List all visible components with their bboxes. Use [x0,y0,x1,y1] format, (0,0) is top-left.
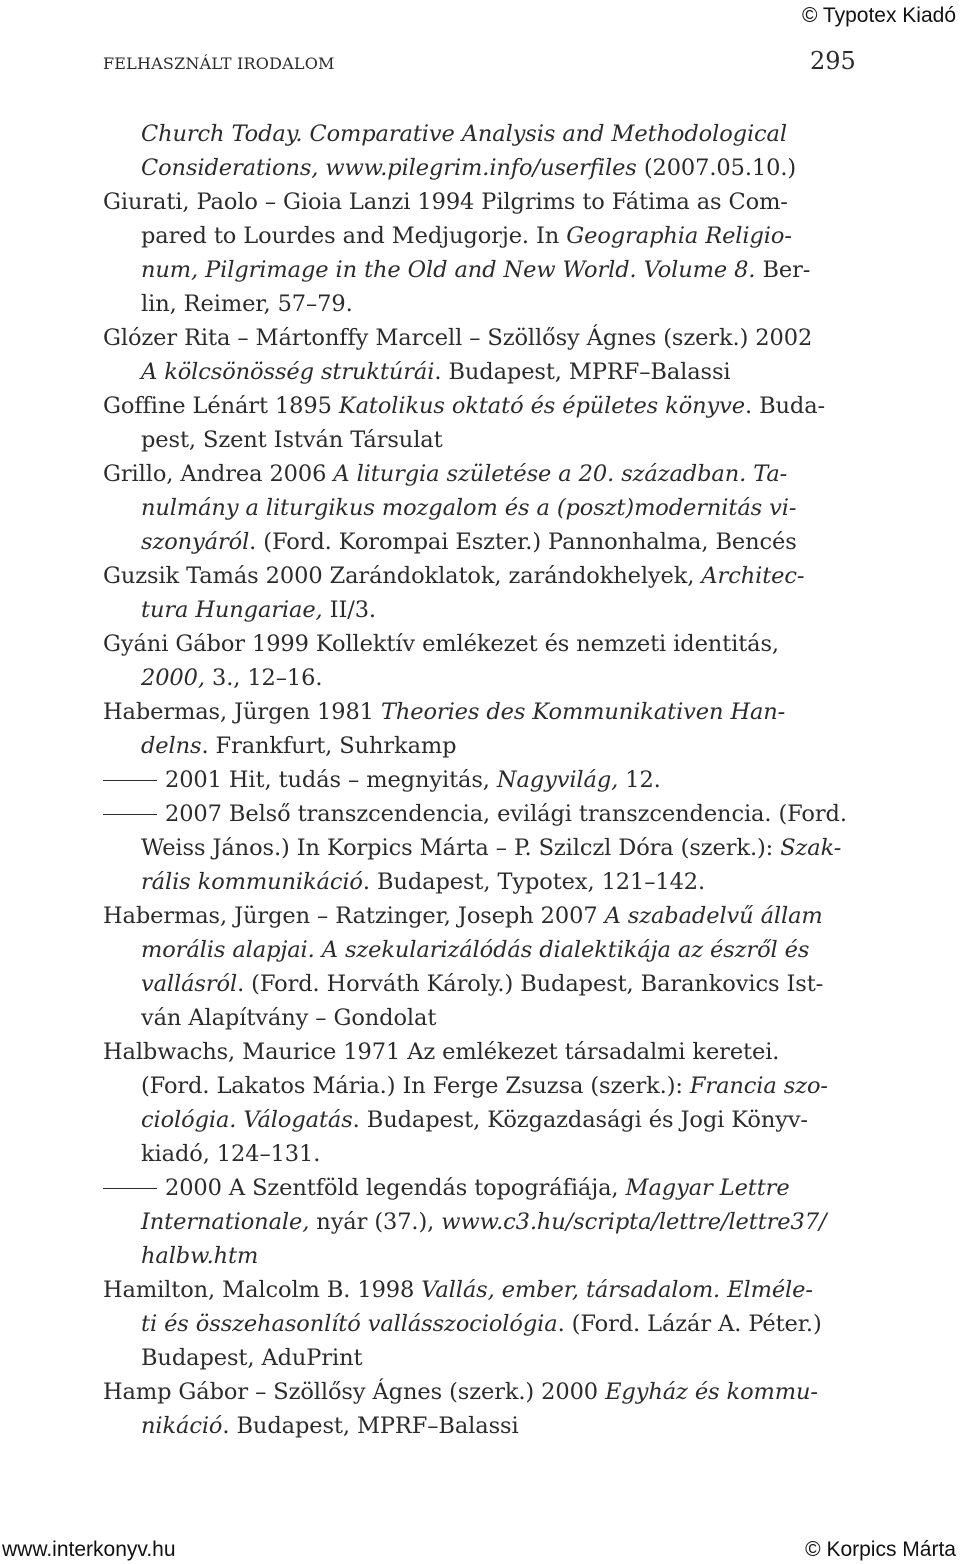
bibliography-continuation-line [103,1409,860,1443]
italic-title-text: delns [141,733,202,759]
citation-text: ván Alapítvány – Gondolat [141,1005,437,1031]
bibliography-continuation-line [103,1001,860,1035]
bibliography-continuation-line [103,593,860,627]
citation-text: Goffine Lénárt 1895 [103,393,339,419]
bibliography-continuation-line [103,219,860,253]
italic-title-text: Theories des Kommunikativen Han- [380,699,786,725]
citation-text: . Budapest, MPRF–Balassi [222,1413,519,1439]
bibliography-continuation-line [103,933,860,967]
italic-title-text: ti és összehasonlító vallásszociológia [141,1311,558,1337]
bibliography-continuation-line [103,1103,860,1137]
bibliography-continuation-line [103,1307,860,1341]
italic-title-text: www.c3.hu/scripta/lettre/lettre37/ [441,1209,827,1235]
italic-title-text: num, Pilgrimage in the Old and New World. Volume 8. [141,257,756,283]
italic-title-text: Nagyvilág, [496,767,619,793]
italic-title-text: Katolikus oktató és épületes könyve [338,393,745,419]
citation-text: Glózer Rita – Mártonffy Marcell – Szöllősy Ágnes (szerk.) 2002 [103,325,813,351]
repeated-author-dash [103,814,157,815]
bibliography-continuation-line [103,355,860,389]
italic-title-text: Magyar Lettre [625,1175,790,1201]
citation-text: Halbwachs, Maurice 1971 Az emlékezet társadalmi keretei. [103,1039,780,1065]
italic-title-text: Francia szo- [689,1073,828,1099]
citation-text: Weiss János.) In Korpics Márta – P. Szilczl Dóra (szerk.): [141,835,781,861]
citation-text: Hamp Gábor – Szöllősy Ágnes (szerk.) 2000 [103,1379,606,1405]
italic-title-text: A liturgia születése a 20. században. Ta- [333,461,788,487]
bibliography-entry-line [103,185,860,219]
citation-text: II/3. [322,597,376,623]
italic-title-text: morális alapjai. A szekularizálódás dialektikája az észről és [141,937,810,963]
citation-text: . (Ford. Horváth Károly.) Budapest, Barankovics Ist- [237,971,824,997]
bibliography-entry-line [103,457,860,491]
citation-text: Ber- [755,257,811,283]
citation-text: pared to Lourdes and Medjugorje. In [141,223,567,249]
citation-text: Giurati, Paolo – Gioia Lanzi 1994 Pilgrims to Fátima as Com- [103,189,788,215]
bibliography-entry-line [103,1035,860,1069]
bibliography-entry-line [103,627,860,661]
italic-title-text: Vallás, ember, társadalom. Elméle- [421,1277,813,1303]
italic-title-text: Architec- [701,563,805,589]
bibliography-continuation-line [103,287,860,321]
bibliography-continuation-line [103,661,860,695]
bibliography-continuation-line [103,491,860,525]
bibliography-entry-line [103,321,860,355]
italic-title-text: nikáció [141,1413,223,1439]
italic-title-text: Szak- [780,835,842,861]
citation-text: . Buda- [744,393,826,419]
page-number: 295 [810,47,856,75]
bibliography-continuation-line [103,1069,860,1103]
citation-text: Grillo, Andrea 2006 [103,461,334,487]
citation-text: Habermas, Jürgen 1981 [103,699,381,725]
citation-text: nyár (37.), [309,1209,442,1235]
italic-title-text: Internationale, [141,1209,310,1235]
italic-title-text: Egyház és kommu- [605,1379,818,1405]
citation-text: (Ford. Lakatos Mária.) In Ferge Zsuzsa (szerk.): [141,1073,690,1099]
italic-title-text: 2000, [141,665,205,691]
bibliography-entry-line [103,559,860,593]
bibliography-entry-line [103,1171,860,1205]
citation-text: . Frankfurt, Suhrkamp [201,733,457,759]
citation-text: . Budapest, MPRF–Balassi [434,359,731,385]
citation-text: Budapest, AduPrint [141,1345,363,1371]
bibliography-continuation-line [103,423,860,457]
italic-title-text: Geographia Religio- [566,223,792,249]
bibliography-entry-line [103,797,860,831]
citation-text: . (Ford. Korompai Eszter.) Pannonhalma, Bencés [249,529,797,555]
bibliography-entry-line [103,763,860,797]
citation-text: Hamilton, Malcolm B. 1998 [103,1277,422,1303]
copyright-watermark-top: © Typotex Kiadó [801,4,956,27]
bibliography-entry-line [103,1375,860,1409]
citation-text: 2001 Hit, tudás – megnyitás, [165,767,497,793]
italic-title-text: Considerations, www.pilegrim.info/userfiles [141,155,637,181]
italic-title-text: nulmány a liturgikus mozgalom és a (poszt)modernitás vi- [141,495,797,521]
bibliography-entry-line [103,389,860,423]
citation-text: lin, Reimer, 57–79. [141,291,353,317]
bibliography-continuation-line [103,831,860,865]
citation-text: Gyáni Gábor 1999 Kollektív emlékezet és nemzeti identitás, [103,631,779,657]
bibliography-continuation-line [103,865,860,899]
italic-title-text: A kölcsönösség struktúrái [141,359,435,385]
bibliography-continuation-line [103,117,860,151]
bibliography-continuation-line [103,1205,860,1239]
italic-title-text: halbw.htm [141,1243,259,1269]
italic-title-text: tura Hungariae, [141,597,323,623]
bibliography-continuation-line [103,1239,860,1273]
bibliography-continuation-line [103,253,860,287]
citation-text: 12. [618,767,661,793]
citation-text: 3., 12–16. [204,665,323,691]
citation-text: . Budapest, Közgazdasági és Jogi Könyv- [352,1107,808,1133]
author-copyright-watermark: © Korpics Márta [805,1538,956,1561]
italic-title-text: ciológia. Válogatás [141,1107,353,1133]
italic-title-text: A szabadelvű állam [604,903,823,929]
citation-text: . (Ford. Lázár A. Péter.) [557,1311,822,1337]
bibliography-continuation-line [103,525,860,559]
bibliography-continuation-line [103,1341,860,1375]
italic-title-text: rális kommunikáció [141,869,363,895]
citation-text: Guzsik Tamás 2000 Zarándoklatok, zarándokhelyek, [103,563,702,589]
bibliography-continuation-line [103,151,860,185]
repeated-author-dash [103,1188,157,1189]
citation-text: 2007 Belső transzcendencia, evilági transzcendencia. (Ford. [165,801,847,827]
italic-title-text: szonyáról [141,529,250,555]
italic-title-text: Church Today. Comparative Analysis and Methodological [141,121,787,147]
bibliography-entry-line [103,899,860,933]
bibliography-entry-line [103,695,860,729]
citation-text: 2000 A Szentföld legendás topográfiája, [165,1175,626,1201]
bibliography-entry-line [103,1273,860,1307]
citation-text: Habermas, Jürgen – Ratzinger, Joseph 2007 [103,903,605,929]
citation-text: (2007.05.10.) [636,155,797,181]
citation-text: . Budapest, Typotex, 121–142. [362,869,706,895]
citation-text: pest, Szent István Társulat [141,427,443,453]
citation-text: kiadó, 124–131. [141,1141,321,1167]
bibliography-continuation-line [103,967,860,1001]
bibliography-continuation-line [103,729,860,763]
bibliography-list [103,117,860,1443]
running-header-title: FELHASZNÁLT IRODALOM [103,54,335,73]
italic-title-text: vallásról [141,971,238,997]
website-watermark: www.interkonyv.hu [2,1538,176,1561]
repeated-author-dash [103,780,157,781]
bibliography-continuation-line [103,1137,860,1171]
